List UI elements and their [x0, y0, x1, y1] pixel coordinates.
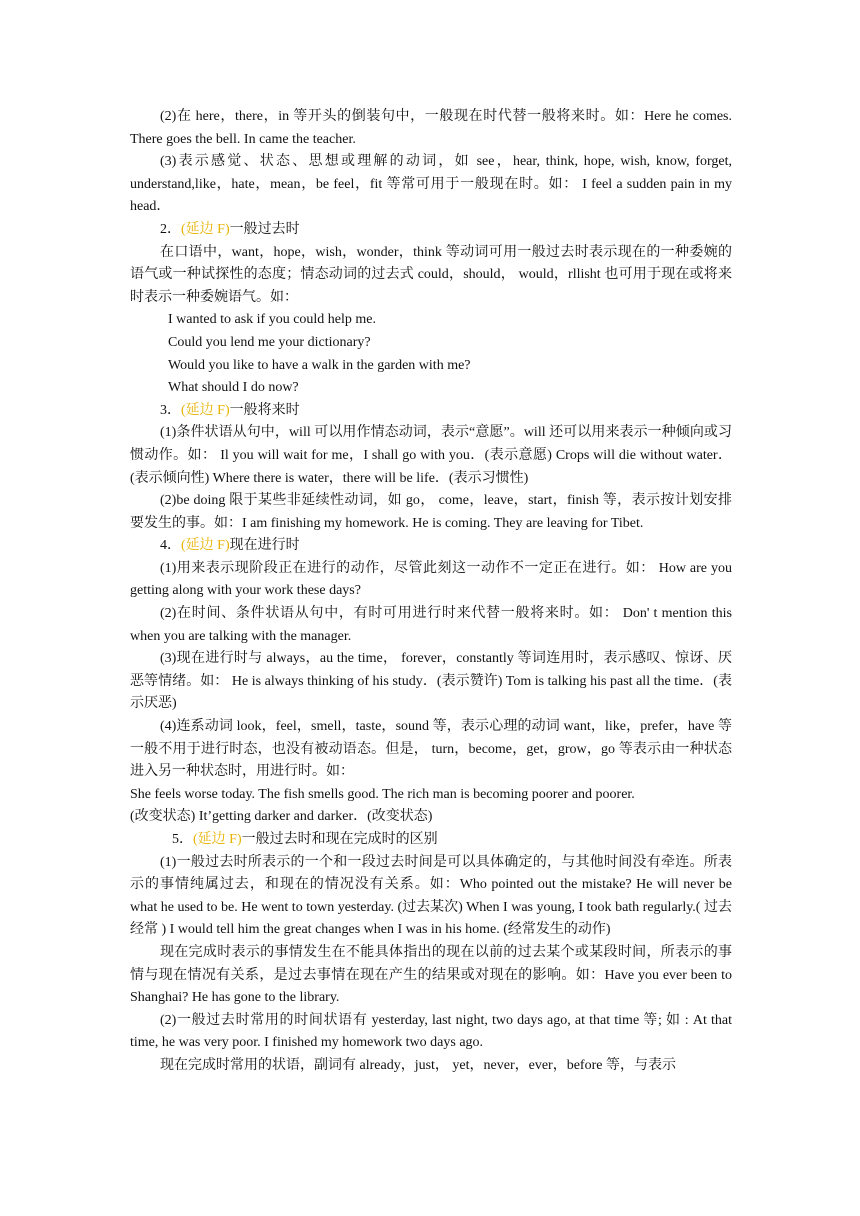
- document-page: [130, 106, 732, 1078]
- paragraph-conditional-clause: (2)在时间、条件状语从句中，有时可用进行时来代替一般将来时。如： Don' t mention this when you are talking with the manager.: [130, 606, 732, 644]
- section-number: 2．: [160, 221, 181, 237]
- section-heading-simple-future: [130, 400, 732, 423]
- paragraph-current-stage: (1)用来表示现阶段正在进行的动作，尽管此刻这一动作不一定正在进行。如： How are you getting along with your work these days?: [130, 560, 732, 599]
- paragraph-inversion: (2)在 here，there，in 等开头的倒装句中，一般现在时代替一般将来时。如：Here he comes. There goes the bell. In came the teacher.: [130, 109, 732, 147]
- paragraph-will-modal: (1)条件状语从句中，will 可以用作情态动词，表示“意愿”。will 还可以用来表示一种倾向或习惯动作。如： Il you will wait for me，I shall go with you．(表示意愿) Crops will die without water．(表示倾向性) Where there is water，there will be life．(表示习惯性): [130, 425, 732, 486]
- paragraph-always-emotion: (3)现在进行时与 always，au the time， forever，constantly 等词连用时，表示感叹、惊讶、厌恶等情绪。如： He is always thinking of his study．(表示赞许) Tom is talking his past all the time．(表示厌恶): [130, 651, 732, 712]
- source-tag: (延边 F): [181, 402, 230, 418]
- paragraph-linking-verbs: (4)连系动词 look，feel，smell，taste，sound 等，表示心理的动词 want，like，prefer，have 等一般不用于进行时态，也没有被动语态。但是， turn，become，get，grow，go 等表示由一种状态进入另一种状态时，用进行时。如：: [130, 719, 732, 780]
- paragraph-be-doing: (2)be doing 限于某些非延续性动词，如 go， come，leave，start，finish 等，表示按计划安排要发生的事。如：I am finishing my homework. He is coming. They are leaving for Tibet.: [130, 493, 732, 531]
- section-title: 一般过去时和现在完成时的区别: [241, 832, 438, 847]
- section-heading-simple-past: [130, 219, 732, 242]
- example-line: (改变状态) It’getting darker and darker．(改变状态): [130, 809, 433, 825]
- section-title: 一般将来时: [229, 402, 300, 418]
- section-number: 4．: [160, 538, 181, 554]
- section-heading-past-vs-perfect: [130, 829, 732, 852]
- paragraph-past-adverbials: (2)一般过去时常用的时间状语有 yesterday, last night, two days ago, at that time 等; 如 : At that time, he was very poor. I finished my homework two days ago.: [130, 1012, 732, 1051]
- example-sentence: I wanted to ask if you could help me.: [168, 312, 377, 328]
- section-title: 现在进行时: [229, 538, 300, 554]
- paragraph-perception-verbs: (3)表示感觉、状态、思想或理解的动词，如 see，hear, think, hope, wish, know, forget, understand,like，hate，mean，be feel，fit 等常可用于一般现在时。如： I feel a sudden pain in my head．: [130, 154, 732, 215]
- example-line: She feels worse today. The fish smells good. The rich man is becoming poorer and poorer.: [130, 786, 635, 802]
- example-sentence: Could you lend me your dictionary?: [168, 334, 371, 350]
- paragraph-perfect-adverbials: 现在完成时常用的状语，副词有 already，just， yet，never，ever，before 等，与表示: [160, 1057, 676, 1073]
- section-title: 一般过去时: [229, 221, 300, 237]
- source-tag: (延边 F): [181, 221, 230, 237]
- paragraph-polite-past: 在口语中，want，hope，wish，wonder，think 等动词可用一般过去时表示现在的一种委婉的语气或一种试探性的态度；情态动词的过去式 could，should， would，rllisht 也可用于现在或将来时表示一种委婉语气。如：: [130, 244, 732, 305]
- paragraph-simple-past-definite: (1)一般过去时所表示的一个和一段过去时间是可以具体确定的，与其他时间没有牵连。所表示的事情纯属过去，和现在的情况没有关系。如：Who pointed out the mistake? He will never be what he used to be. He went to town yesterday. (过去某次) When I was young, I took bath regularly.( 过去经常 ) I would tell him the great changes when I was in his home. (经常发生的动作): [130, 854, 732, 938]
- paragraph-present-perfect: 现在完成时表示的事情发生在不能具体指出的现在以前的过去某个或某段时间，所表示的事情与现在情况有关系，是过去事情在现在产生的结果或对现在的影响。如：Have you ever been to Shanghai? He has gone to the library.: [130, 944, 732, 1006]
- example-sentence: What should I do now?: [168, 380, 299, 396]
- section-heading-present-continuous: [130, 535, 732, 558]
- section-number: 3．: [160, 402, 181, 418]
- example-sentence: Would you like to have a walk in the garden with me?: [168, 357, 471, 373]
- section-number: 5．: [172, 832, 193, 847]
- source-tag: (延边 F): [181, 538, 230, 554]
- source-tag: (延边 F): [193, 832, 242, 847]
